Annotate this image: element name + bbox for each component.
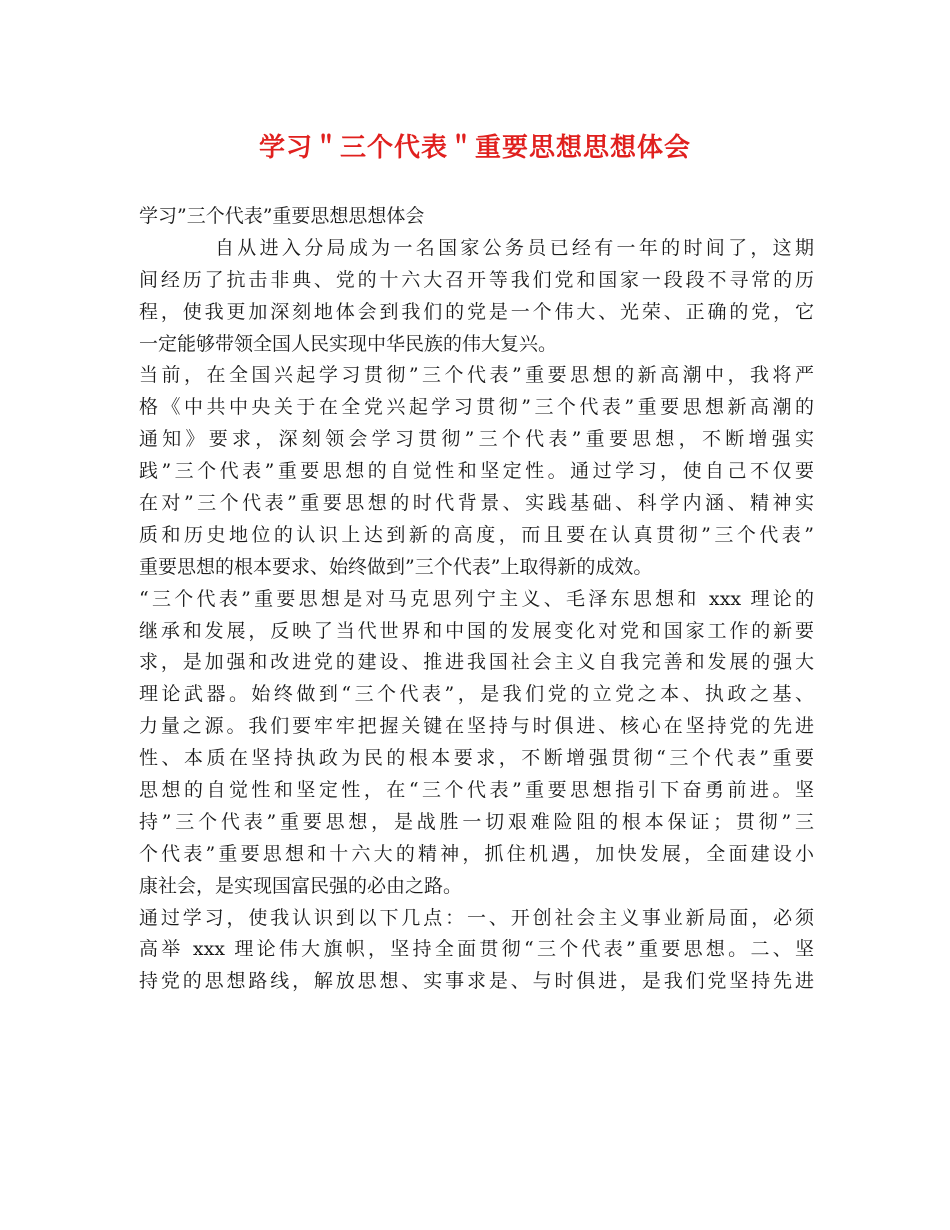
paragraph-1-line-2: 间经历了抗击非典、党的十六大召开等我们党和国家一段段不寻常的历 [139, 268, 814, 291]
paragraph-3-line-7: 思想的自觉性和坚定性，在“三个代表”重要思想指引下奋勇前进。坚 [139, 779, 814, 802]
body-heading-line: 学习”三个代表”重要思想思想体会 [139, 205, 425, 227]
paragraph-2-line-1: 当前，在全国兴起学习贯彻”三个代表”重要思想的新高潮中，我将严 [139, 364, 814, 387]
paragraph-4-line-2: 高举 xxx 理论伟大旗帜，坚持全面贯彻“三个代表”重要思想。二、坚 [139, 938, 814, 961]
document-body [139, 201, 814, 998]
paragraph-1-line-4: 一定能够带领全国人民实现中华民族的伟大复兴。 [139, 332, 558, 355]
document-title: 学习＂三个代表＂重要思想思想体会 [258, 133, 691, 163]
paragraph-3-line-9: 个代表”重要思想和十六大的精神，抓住机遇，加快发展，全面建设小 [139, 842, 814, 865]
paragraph-2-line-7: 重要思想的根本要求、始终做到”三个代表”上取得新的成效。 [139, 555, 653, 578]
paragraph-3-line-5: 力量之源。我们要牢牢把握关键在坚持与时俱进、核心在坚持党的先进 [139, 715, 814, 738]
paragraph-1-line-3: 程，使我更加深刻地体会到我们的党是一个伟大、光荣、正确的党，它 [139, 300, 814, 323]
paragraph-2-line-5: 在对”三个代表”重要思想的时代背景、实践基础、科学内涵、精神实 [139, 492, 814, 515]
paragraph-3-line-3: 求，是加强和改进党的建设、推进我国社会主义自我完善和发展的强大 [139, 651, 814, 674]
paragraph-3-line-2: 继承和发展，反映了当代世界和中国的发展变化对党和国家工作的新要 [139, 619, 814, 642]
paragraph-3-line-10: 康社会，是实现国富民强的必由之路。 [139, 874, 463, 897]
paragraph-3-line-6: 性、本质在坚持执政为民的根本要求，不断增强贯彻“三个代表”重要 [139, 747, 814, 770]
paragraph-1-line-1: 自从进入分局成为一名国家公务员已经有一年的时间了，这期 [215, 236, 814, 259]
paragraph-2-line-2: 格《中共中央关于在全党兴起学习贯彻”三个代表”重要思想新高潮的 [139, 396, 814, 419]
paragraph-4-line-1: 通过学习，使我认识到以下几点：一、开创社会主义事业新局面，必须 [139, 906, 814, 929]
paragraph-3-line-4: 理论武器。始终做到“三个代表”，是我们党的立党之本、执政之基、 [139, 683, 814, 706]
paragraph-4-line-3: 持党的思想路线，解放思想、实事求是、与时俱进，是我们党坚持先进 [139, 970, 814, 993]
paragraph-3-line-1: “三个代表”重要思想是对马克思列宁主义、毛泽东思想和 xxx 理论的 [139, 587, 814, 610]
paragraph-3-line-8: 持”三个代表”重要思想，是战胜一切艰难险阻的根本保证；贯彻”三 [139, 810, 814, 833]
paragraph-2-line-6: 质和历史地位的认识上达到新的高度，而且要在认真贯彻”三个代表” [139, 523, 814, 546]
paragraph-2-line-3: 通知》要求，深刻领会学习贯彻”三个代表”重要思想，不断增强实 [139, 428, 814, 451]
paragraph-2-line-4: 践”三个代表”重要思想的自觉性和坚定性。通过学习，使自己不仅要 [139, 460, 814, 483]
